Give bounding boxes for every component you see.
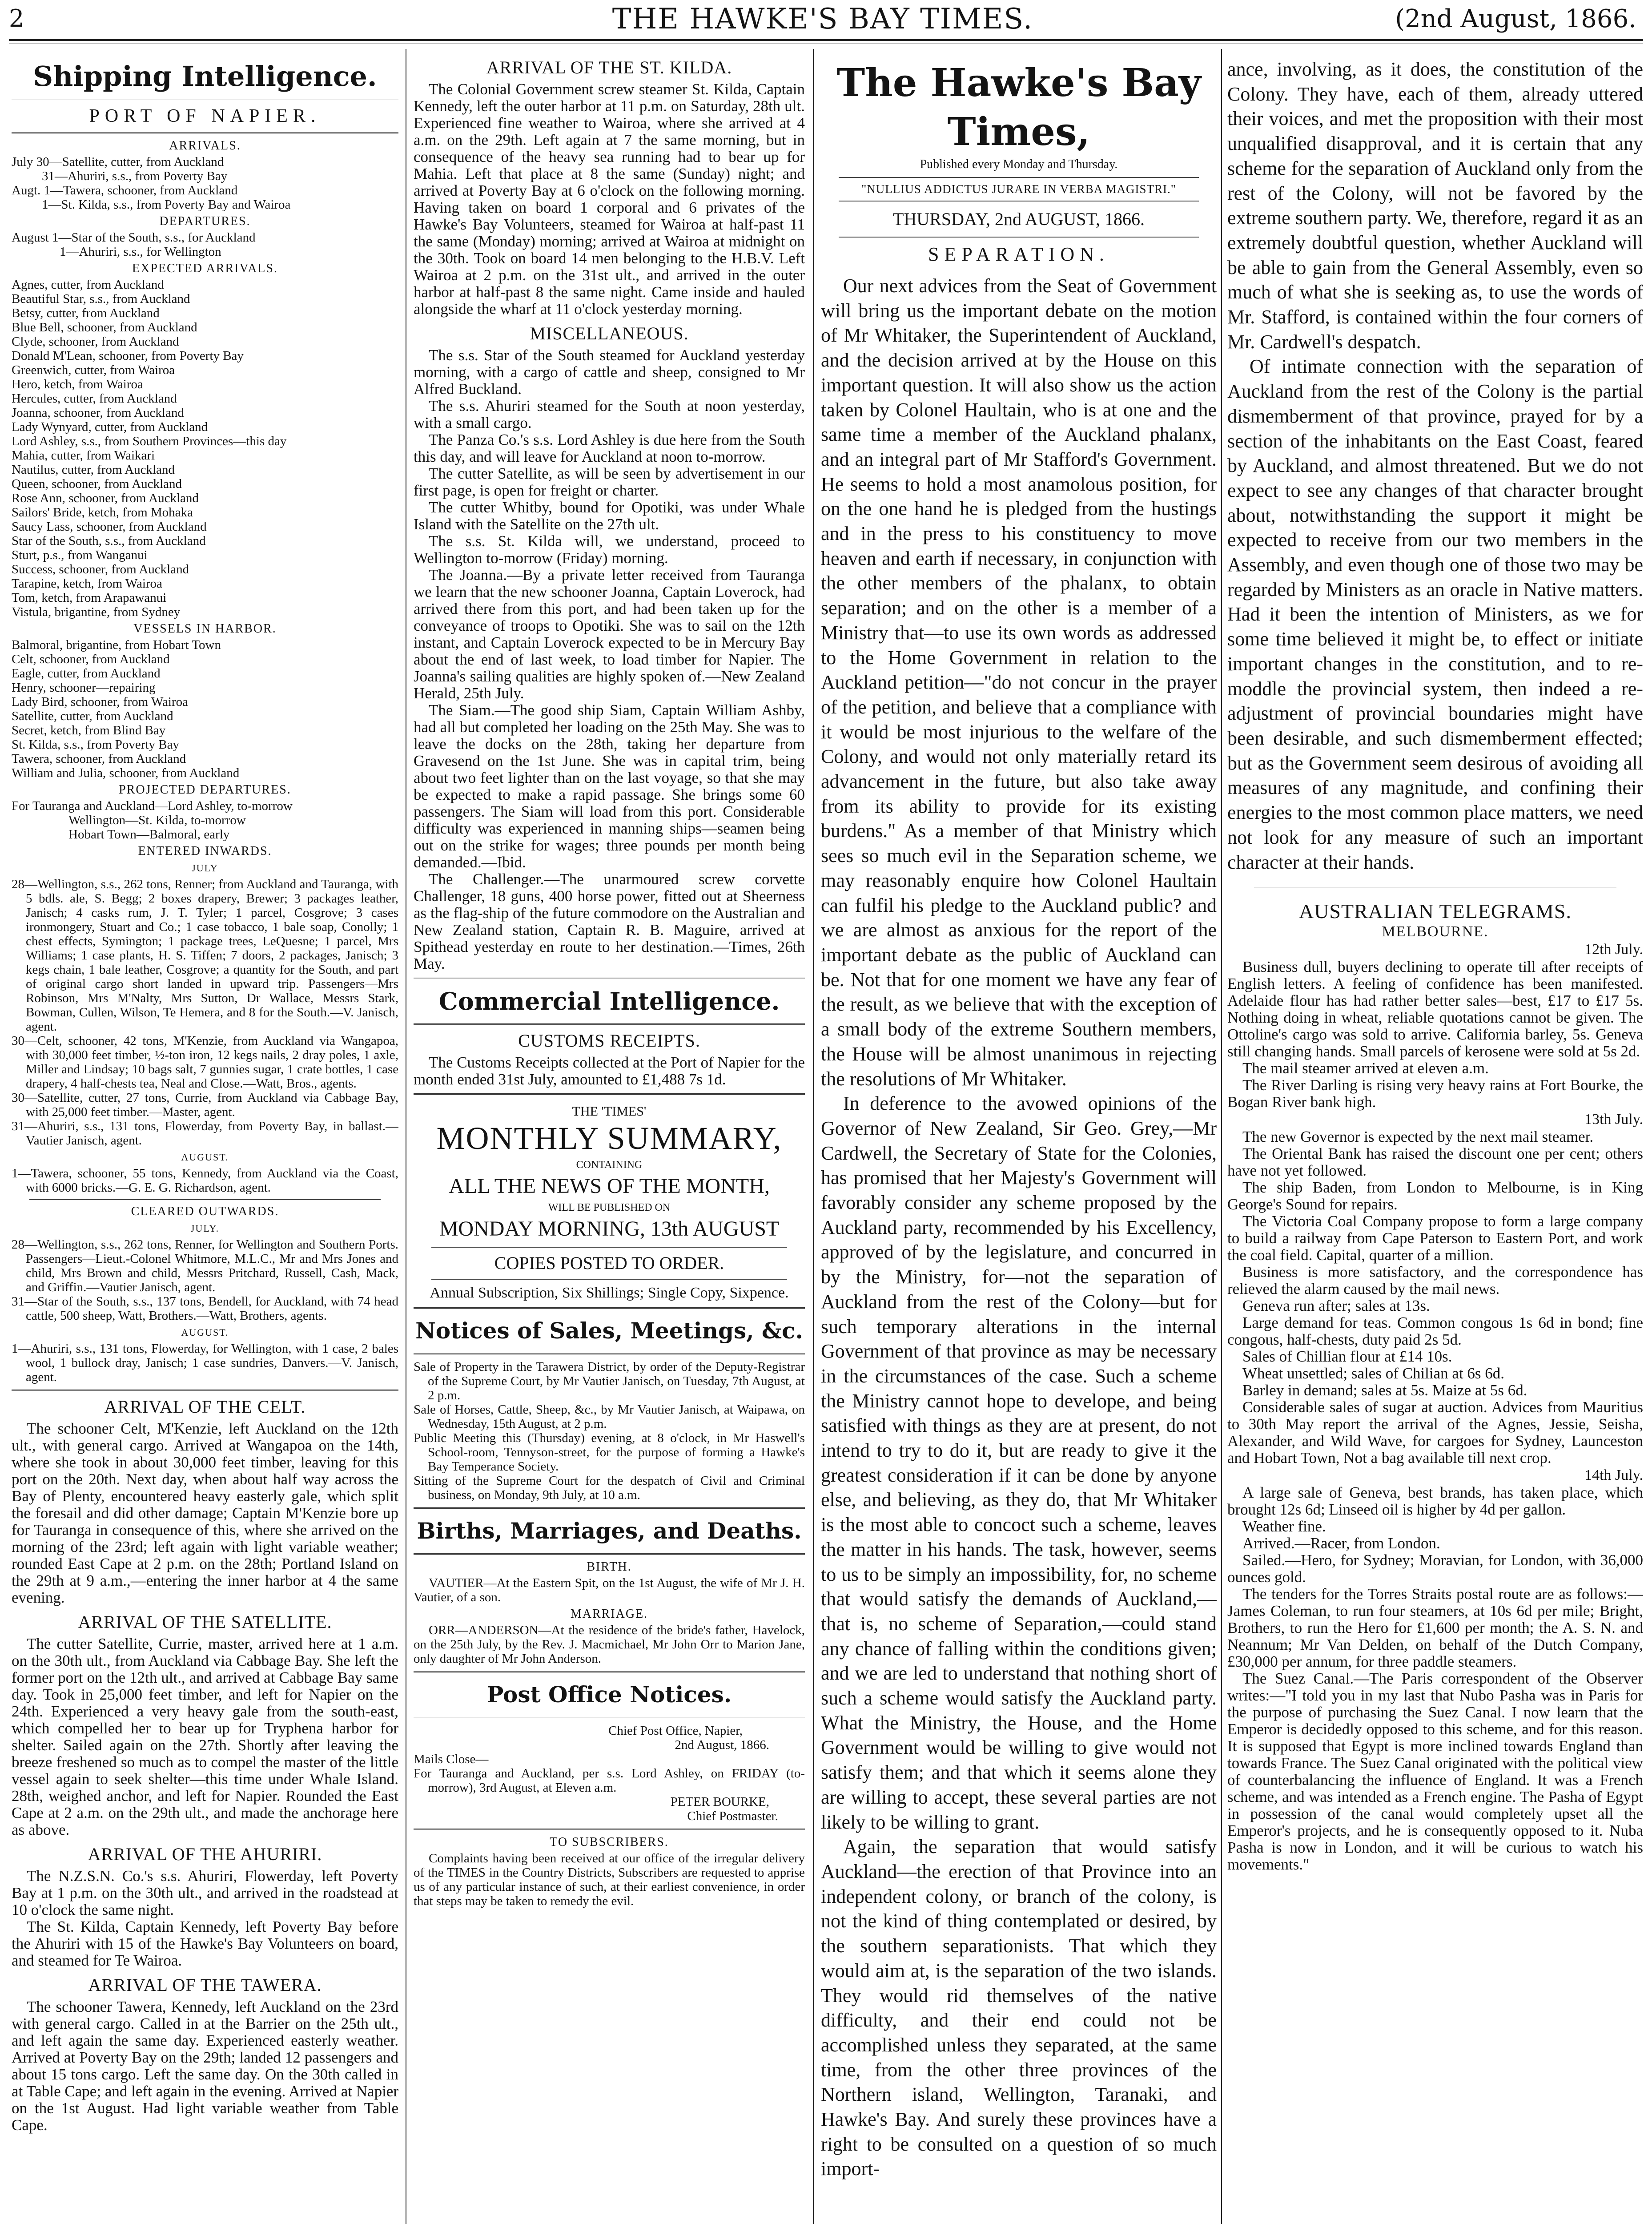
- article-paragraph: The schooner Celt, M'Kenzie, left Auckland on the 12th ult., with general cargo. Arrived at Wangapoa on the 14th, where she took in about 30,000 feet timber, leaving for this port on the 20th. Next day, when about half way across the Bay of Plenty, encountered heavy easterly gale, which split the foresail and did other damage; Captain M'Kenzie bore up for Tauranga in consequence of this, where she arrived on the morning of the 23rd; left again with light variable weather; rounded East Cape at 2 p.m. on the 28th; Portland Island on the 29th at 9 a.m.,—entering the inner harbor at 4 the same evening.: [12, 1420, 398, 1606]
- list-item: For Tauranga and Auckland—Lord Ashley, to-morrow: [12, 799, 293, 813]
- cleared-list: [12, 1237, 398, 1323]
- list-item: Sailed.—Hero, for Sydney; Moravian, for London, with 36,000 ounces gold.: [1227, 1551, 1643, 1586]
- divider: [29, 1199, 381, 1200]
- post-office-address: Chief Post Office, Napier,: [608, 1724, 743, 1738]
- list-item: The River Darling is rising very heavy rains at Fort Bourke, the Bogan River bank high.: [1227, 1076, 1643, 1111]
- column-editorial-continued: [1227, 57, 1643, 2224]
- editorial-paragraph: Of intimate connection with the separation of Auckland from the rest of the Colony is the partial dismemberment of that province, prayed for by a section of the inhabitants on the East Coast, feared by Auckland, and almost threatened. But we do not expect to see any changes of that character brought about, notwithstanding the support it might be expected to receive from our two members in the Assembly, and even though one of those two may be regarded by Ministers as an oracle in Native matters. Had it been the intention of Ministers, as we for some time believed it might be, to effect or initiate important changes in the constitution, and to re-moddle the provincial system, then indeed a re-adjustment of provincial boundaries might have been desirable, and such dismemberment effected; but as the Government seem desirous of avoiding all measures of any magnitude, and confining their energies to the most common place matters, we need not look for any measure of such an important character at their hands.: [1227, 355, 1643, 873]
- customs-heading: CUSTOMS RECEIPTS.: [518, 1031, 700, 1051]
- list-item: William and Julia, schooner, from Auckland: [12, 766, 240, 780]
- list-item: 31—Ahuriri, s.s., 131 tons, Flowerday, from Poverty Bay, in ballast.—Vautier Janisch, agent.: [12, 1119, 398, 1148]
- month-label: JULY.: [190, 1223, 220, 1234]
- publication-schedule: Published every Monday and Thursday.: [920, 157, 1118, 171]
- list-item: 30—Celt, schooner, 42 tons, M'Kenzie, from Auckland via Wangapoa, with 30,000 feet timber, ½-ton iron, 12 kegs nails, 2 dray poles, 1 axle, Miller and Lindsay; 10 bags salt, 7 gunnies sugar, 1 crate bottles, 1 case drapery, 4 half-chests tea, Neal and Close.—Watt, Bros., agents.: [12, 1034, 398, 1091]
- editorial-paragraph: In deference to the avowed opinions of the Governor of New Zealand, Sir Geo. Grey,—Mr Cardwell, the Secretary of State for the Colonies, has promised that her Majesty's Government will favorably consider any scheme proposed by the Auckland party, recommended by his Excellency, approved of by the legislature, and concurred in by the Ministry, for—not the separation of Auckland from the rest of the Colony—but for such temporary alterations in the internal Government of that province as may be necessary in the circumstances of the case. Such a scheme the Ministry cannot hope to develope, and being satisfied with things as they are at present, do not intend to try to do it, but are ready to give it the greatest consideration if it can be done by anyone else, and believing, as they do, that Mr Whitaker is the most able to concoct such a scheme, leaves the matter in his hands. The task, however, seems to us to be simply an impossibility, for, no scheme that would satisfy the demands of Auckland,—that is, no scheme of Separation,—could stand any chance of falling within the conditions given; and we are led to understand that nothing short of such a scheme would satisfy the Auckland party. What the Ministry, the House, and the Home Government would be willing to give would not satisfy them; and that which it seems alone they are willing to accept, these several parties are not likely to be willing to grant.: [821, 1092, 1217, 1833]
- page-number: 2: [9, 4, 24, 32]
- satellite-heading: ARRIVAL OF THE SATELLITE.: [78, 1612, 332, 1632]
- list-item: The ship Baden, from London to Melbourne, is in King George's Sound for repairs.: [1227, 1179, 1643, 1213]
- editorial-paragraph: ance, involving, as it does, the constitution of the Colony. They have, each of them, already uttered their voices, and met the proposition with their most unqualified disapproval, and it is certain that any scheme for the separation of Auckland only from the rest of the Colony, will not be favored by the extreme southern party. We, therefore, regard it as an extremely doubtful question, whether Auckland will be able to gain from the General Assembly, even so much of what she is seeking as, to use the words of Mr. Stafford, is contained within the four corners of Mr. Cardwell's despatch.: [1227, 58, 1643, 353]
- list-item: Agnes, cutter, from Auckland: [12, 278, 164, 292]
- list-item: Henry, schooner—repairing: [12, 681, 156, 695]
- list-item: Vistula, brigantine, from Sydney: [12, 605, 181, 619]
- list-item: Sale of Property in the Tarawera District, by order of the Deputy-Registrar of the Supreme Court, by Mr Vautier Janisch, on Tuesday, 7th August, at 2 p.m.: [414, 1360, 805, 1402]
- list-item: Tarapine, ketch, from Wairoa: [12, 576, 162, 591]
- divider: [414, 1023, 805, 1025]
- article-paragraph: The schooner Tawera, Kennedy, left Auckland on the 23rd with general cargo. Called in at the Barrier on the 25th ult., and left again the same day. Experienced easterly weather. Arrived at Poverty Bay on the 29th; landed 12 passengers and about 15 tons cargo. Left the same day. On the 30th called in at Table Cape; and left again in the evening. Arrived at Napier on the 1st August. Had light variable weather from Table Cape.: [12, 1998, 398, 2134]
- header-rule: [9, 39, 1643, 41]
- list-item: 1—Tawera, schooner, 55 tons, Kennedy, from Auckland via the Coast, with 6000 bricks.—G. E. G. Richardson, agent.: [12, 1166, 398, 1195]
- list-item: Geneva run after; sales at 13s.: [1242, 1297, 1430, 1315]
- editorial-paragraph: Again, the separation that would satisfy Auckland—the erection of that Province into an independent colony, or branch of the colony, is not the kind of thing contemplated or desired, by the southern separationists. That which they would aim at, is the separation of the two islands. They would rid themselves of the native difficulty, and their end could not be accomplished unless they separated, at the same time, from the other three provinces of the Northern island, Wellington, Taranaki, and Hawke's Bay. And surely these provinces have a right to be consulted on a question of so much import-: [821, 1836, 1217, 2180]
- motto: "NULLIUS ADDICTUS JURARE IN VERBA MAGISTRI.": [861, 182, 1176, 196]
- editorial-date: THURSDAY, 2nd AUGUST, 1866.: [892, 209, 1145, 229]
- tawera-heading: ARRIVAL OF THE TAWERA.: [88, 1975, 322, 1995]
- marriage-label: MARRIAGE.: [570, 1607, 648, 1621]
- notices-heading: Notices of Sales, Meetings, &c.: [415, 1317, 803, 1344]
- list-item: Rose Ann, schooner, from Auckland: [12, 491, 199, 505]
- entered-heading: ENTERED INWARDS.: [138, 844, 272, 858]
- entered-list: [12, 877, 398, 1148]
- list-item: Nautilus, cutter, from Auckland: [12, 463, 175, 477]
- cleared-heading: CLEARED OUTWARDS.: [131, 1205, 279, 1218]
- celt-heading: ARRIVAL OF THE CELT.: [104, 1397, 306, 1417]
- telegram-date: 12th July.: [1584, 941, 1643, 958]
- list-item: Secret, ketch, from Blind Bay: [12, 723, 166, 737]
- divider: [839, 237, 1199, 238]
- divider: [431, 1247, 787, 1248]
- list-item: The Joanna.—By a private letter received from Tauranga we learn that the new schooner Joanna, Captain Loverock, had arrived there from this port, and had been taken up for the conveyance of troops to Opotiki. She was to sail on the 12th instant, and Captain Loverock expected to be in Mercury Bay about the end of last week, to load timber for Napier. The Joanna's sailing qualities are highly spoken of.—New Zealand Herald, 25th July.: [414, 566, 805, 702]
- notices-list: [414, 1360, 805, 1502]
- ahuriri-heading: ARRIVAL OF THE AHURIRI.: [88, 1844, 322, 1864]
- column-editorial: [821, 57, 1217, 2224]
- list-item: August 1—Star of the South, s.s., for Auckland: [12, 230, 256, 245]
- list-item: Considerable sales of sugar at auction. Advices from Mauritius to 30th May report the arrival of the Agnes, Jessie, Seisha, Alexander, and Wild Wave, for cargoes for Sydney, Launceston and Hobart Town, Not a bag available till next crop.: [1227, 1398, 1643, 1467]
- list-item: The Victoria Coal Company propose to form a large company to build a railway from Cape Paterson to Eastern Port, and work the coal field. Capital, quarter of a million.: [1227, 1213, 1643, 1264]
- editorial-title: SEPARATION.: [928, 243, 1109, 265]
- expected-heading: EXPECTED ARRIVALS.: [132, 262, 278, 275]
- list-item: Balmoral, brigantine, from Hobart Town: [12, 638, 221, 652]
- notice-item: Complaints having been received at our office of the irregular delivery of the TIMES in the Country Districts, Subscribers are requested to apprise us of any particular instance of such, at their earliest convenience, in order that steps may be taken to remedy the evil.: [414, 1851, 805, 1908]
- birth-label: BIRTH.: [587, 1560, 632, 1574]
- editorial-paragraph: Our next advices from the Seat of Government will bring us the important debate on the motion of Mr Whitaker, the Superintendent of Auckland, and the decision arrived at by the House on this important question. It will also show us the action taken by Colonel Haultain, who is at one and the same time a member of the Auckland phalanx, and an integral part of Mr Stafford's Government. He seems to hold a most anamolous position, for on the one hand he is pledged from the hustings and in the press to his constituency to move heaven and earth if necessary, in conjunction with the other members of the phalanx, to obtain separation; and on the other is a member of a Ministry that—to use its own words as addressed to the Home Government in relation to the Auckland petition—"do not concur in the prayer of the petition, and believe that a compliance with it would be most injurious to the welfare of the Colony, and would not only materially retard its advancement in the future, but also take away from its ability to provide for its existing burdens." As a member of that Ministry which sees so much evil in the Separation scheme, we may reasonably enquire how Colonel Haultain can fulfil his pledge to the Auckland public? and we are almost as anxious for the report of the important debate as the public of Auckland can be. Not that for one moment we have any fear of the result, as we believe that with the exception of a small body of the extreme Southern members, the House will be almost unanimous in rejecting the resolutions of Mr Whitaker.: [821, 275, 1217, 1090]
- mails-close-label: Mails Close—: [414, 1752, 489, 1766]
- list-item: Barley in demand; sales at 5s. Maize at 5s 6d.: [1242, 1382, 1527, 1399]
- list-item: Sitting of the Supreme Court for the despatch of Civil and Criminal business, on Monday, 9th July, at 10 a.m.: [414, 1474, 805, 1502]
- ad-line: MONDAY MORNING, 13th AUGUST: [439, 1217, 780, 1241]
- ad-line: THE 'TIMES': [572, 1104, 647, 1119]
- notice-item: For Tauranga and Auckland, per s.s. Lord Ashley, on FRIDAY (to-morrow), 3rd August, at Eleven a.m.: [414, 1766, 805, 1795]
- list-item: Saucy Lass, schooner, from Auckland: [12, 520, 207, 534]
- divider: [12, 132, 398, 133]
- list-item: Augt. 1—Tawera, schooner, from Auckland: [12, 183, 238, 197]
- page-header: [9, 0, 1636, 35]
- telegrams-heading: AUSTRALIAN TELEGRAMS.: [1298, 900, 1572, 923]
- ad-line: ALL THE NEWS OF THE MONTH,: [449, 1174, 770, 1198]
- column-rule-3: [1221, 49, 1222, 2224]
- telegram-list: [1227, 1128, 1643, 1467]
- divider: [414, 978, 805, 979]
- ad-line: Annual Subscription, Six Shillings; Single Copy, Sixpence.: [430, 1285, 789, 1301]
- list-item: Satellite, cutter, from Auckland: [12, 709, 173, 723]
- list-item: 1—Ahuriri, s.s., 131 tons, Flowerday, for Wellington, with 1 case, 2 bales wool, 1 bullock dray, Janisch; 1 case sundries, Danvers.—V. Janisch, agent.: [12, 1342, 398, 1384]
- divider: [414, 1353, 805, 1354]
- list-item: The cutter Whitby, bound for Opotiki, was under Whale Island with the Satellite on the 27th ult.: [414, 499, 805, 533]
- divider: [414, 1553, 805, 1555]
- list-item: 1—St. Kilda, s.s., from Poverty Bay and Wairoa: [42, 197, 291, 212]
- list-item: Betsy, cutter, from Auckland: [12, 306, 160, 320]
- article-paragraph: The Customs Receipts collected at the Port of Napier for the month ended 31st July, amounted to £1,488 7s 1d.: [414, 1054, 805, 1088]
- list-item: Greenwich, cutter, from Wairoa: [12, 363, 175, 377]
- list-item: 28—Wellington, s.s., 262 tons, Renner; from Auckland and Tauranga, with 5 bdls. ale, S. Begg; 2 boxes drapery, Brewer; 3 packages leather, Janisch; 4 casks rum, J. T. Tyler; 1 parcel, Cosgrove; 3 cases ironmongery, Stuart and Co.; 1 case tobacco, 1 bale soap, Conolly; 1 chest effects, Symington; 1 package trees, LeQuesne; 1 parcel, Mrs Williams; 1 case plants, H. S. Tiffen; 7 doors, 2 packages, Janisch; 3 kegs chain, 1 bale leather, Cosgrove; a quantity for the South, and part of original cargo short landed in upward trip. Passengers—Mrs Robinson, Mrs M'Nalty, Mrs Sutton, Dr Wallace, Messrs Stark, Bowman, Cullen, Wilson, Te Hemera, and 8 for the South.—V. Janisch, agent.: [12, 877, 398, 1034]
- list-item: Business is more satisfactory, and the correspondence has relieved the alarm caused by the mail news.: [1227, 1263, 1643, 1298]
- ad-line: COPIES POSTED TO ORDER.: [494, 1253, 724, 1273]
- list-item: Wheat unsettled; sales of Chilian at 6s 6d.: [1242, 1365, 1505, 1382]
- list-item: The Challenger.—The unarmoured screw corvette Challenger, 18 guns, 400 horse power, fitted out at Sheerness as the flag-ship of the future commodore on the Australian and New Zealand station, Captain R. B. Maguire, arrived at Spithead yesterday en route to her destination.—Times, 26th May.: [414, 870, 805, 972]
- list-item: Public Meeting this (Thursday) evening, at 8 o'clock, in Mr Haswell's School-room, Tennyson-street, for the purpose of forming a Hawke's Bay Temperance Society.: [414, 1431, 805, 1474]
- list-item: The s.s. Star of the South steamed for Auckland yesterday morning, with a cargo of cattle and sheep, consigned to Mr Alfred Buckland.: [414, 346, 805, 398]
- list-item: Weather fine.: [1242, 1518, 1326, 1535]
- vessels-heading: VESSELS IN HARBOR.: [133, 622, 277, 636]
- departures-heading: DEPARTURES.: [159, 214, 251, 228]
- divider: [414, 1671, 805, 1672]
- ad-line: WILL BE PUBLISHED ON: [548, 1202, 671, 1213]
- list-item: The Suez Canal.—The Paris correspondent of the Observer writes:—"I told you in my last that Nubo Pasha was in Paris for the purpose of purchasing the Suez Canal. I now learn that the Emperor is decidedly opposed to this scheme, and for this reason. It is supposed that Egypt is more inclined towards England than towards France. The Suez Canal originated with the political view of counterbalancing the influence of England. It was a French scheme, and was intended as a French engine. The Pasha of Egypt in possession of the canal would completely upset all the Emperor's projects, and he is consequently opposed to it. Nuba Pasha is now in London, and it will be curious to watch his movements.": [1227, 1670, 1643, 1873]
- list-item: Donald M'Lean, schooner, from Poverty Bay: [12, 349, 244, 363]
- post-office-date: 2nd August, 1866.: [675, 1738, 769, 1752]
- list-item: The mail steamer arrived at eleven a.m.: [1242, 1060, 1489, 1077]
- list-item: The tenders for the Torres Straits postal route are as follows:—James Coleman, to run four steamers, at 10s 6d per mile; Bright, Brothers, to run the Hero for £1,600 per month; the A. S. N. and Neannum; Mr Van Delden, on behalf of the Dutch Company, £30,000 per annum, for three paddle steamers.: [1227, 1585, 1643, 1671]
- list-item: Celt, schooner, from Auckland: [12, 652, 170, 666]
- misc-heading: MISCELLANEOUS.: [530, 323, 689, 343]
- month-label: JULY: [192, 862, 218, 874]
- telegram-date: 14th July.: [1584, 1467, 1643, 1484]
- ad-headline: MONTHLY SUMMARY,: [436, 1120, 782, 1156]
- list-item: July 30—Satellite, cutter, from Auckland: [12, 155, 224, 169]
- list-item: The s.s. Ahuriri steamed for the South at noon yesterday, with a small cargo.: [414, 397, 805, 431]
- list-item: Tom, ketch, from Arapawanui: [12, 591, 167, 605]
- list-item: 1—Ahuriri, s.s., for Wellington: [60, 245, 221, 259]
- list-item: 31—Star of the South, s.s., 137 tons, Bendell, for Auckland, with 74 head cattle, 500 sheep, Watt, Brothers.—Watt, Brothers, agents.: [12, 1294, 398, 1323]
- month-label: AUGUST.: [181, 1152, 229, 1163]
- list-item: Mahia, cutter, from Waikari: [12, 448, 155, 463]
- issue-date: (2nd August, 1866.: [1395, 4, 1636, 33]
- subscribers-heading: TO SUBSCRIBERS.: [550, 1835, 669, 1849]
- divider: [1254, 887, 1616, 888]
- port-heading: PORT OF NAPIER.: [89, 106, 321, 126]
- article-paragraph: The N.Z.S.N. Co.'s s.s. Ahuriri, Flowerday, left Poverty Bay at 1 p.m. on the 30th ult., and arrived in the roadstead at 10 o'clock the same night.: [12, 1867, 398, 1918]
- city-heading: MELBOURNE.: [1382, 923, 1489, 940]
- telegram-list: [1227, 1484, 1643, 1873]
- arrivals-heading: ARRIVALS.: [169, 139, 241, 153]
- telegram-list: [1227, 959, 1643, 1111]
- notice-item: VAUTIER—At the Eastern Spit, on the 1st August, the wife of Mr J. H. Vautier, of a son.: [414, 1576, 805, 1604]
- list-item: The new Governor is expected by the next mail steamer.: [1242, 1128, 1594, 1146]
- column-shipping: [12, 57, 398, 2224]
- list-item: 30—Satellite, cutter, 27 tons, Currie, from Auckland via Cabbage Bay, with 25,000 feet timber.—Master, agent.: [12, 1091, 398, 1119]
- list-item: The Siam.—The good ship Siam, Captain William Ashby, had all but completed her loading on the 25th May. She was to leave the docks on the 28th, taking her departure from Gravesend on the 1st June. She was in capital trim, being about two feet lighter than on the last voyage, so that she may be expected to make a rapid passage. She brings some 60 passengers. The Siam will load from this port. Considerable difficulty was experienced in manning ships—seamen being out on the strike for wages; three pounds per month being demanded.—Ibid.: [414, 701, 805, 871]
- list-item: Star of the South, s.s., from Auckland: [12, 534, 206, 548]
- projected-heading: PROJECTED DEPARTURES.: [119, 783, 291, 797]
- article-paragraph: The Colonial Government screw steamer St. Kilda, Captain Kennedy, left the outer harbor at 11 p.m. on Saturday, 28th ult. Experienced fine weather to Wairoa, where she arrived at 4 a.m. on the 29th. Left again at 7 the same morning, but in consequence of the heavy sea running had to bear up for Mahia. Left that place at 8 the same (Sunday) night; and arrived at Poverty Bay at 6 o'clock on the following morning. Having taken on board 1 corporal and 6 privates of the Hawke's Bay Volunteers, steamed for Wairoa at half-past 11 the same (Monday) morning; arrived at Wairoa at midnight on the 30th. Took on board 14 men belonging to the H.B.V. Left Wairoa at 2 p.m. on the 31st ult., and arrived in the outer harbor at half-past 8 the same night. Came inside and hauled alongside the wharf at 11 o'clock yesterday morning.: [414, 81, 805, 318]
- list-item: Clyde, schooner, from Auckland: [12, 334, 179, 349]
- divider: [414, 1307, 805, 1309]
- list-item: Hobart Town—Balmoral, early: [68, 827, 230, 842]
- divider: [12, 99, 398, 100]
- postmaster-title: Chief Postmaster.: [687, 1809, 778, 1823]
- list-item: Sales of Chillian flour at £14 10s.: [1242, 1348, 1452, 1366]
- telegram-date: 13th July.: [1584, 1111, 1643, 1128]
- list-item: Business dull, buyers declining to operate till after receipts of English letters. A feeling of confidence has been manifested. Adelaide flour has had rather better sales—best, £17 to £17 5s. Nothing doing in wheat, reliable quotations cannot be given. The Ottoline's cargo was sold to arrive. California barley, 5s. Geneva still changing hands. Small parcels of kerosene were sold at 5s 2d.: [1227, 958, 1643, 1060]
- list-item: The Panza Co.'s s.s. Lord Ashley is due here from the South this day, and will leave for Auckland at noon to-morrow.: [414, 431, 805, 465]
- month-label: AUGUST.: [181, 1327, 229, 1338]
- list-item: The s.s. St. Kilda will, we understand, proceed to Wellington to-morrow (Friday) morning.: [414, 532, 805, 567]
- list-item: Large demand for teas. Common congous 1s 6d in bond; fine congous, half-chests, duty paid 2s 5d.: [1227, 1314, 1643, 1349]
- divider: [414, 1829, 805, 1830]
- list-item: Arrived.—Racer, from London.: [1242, 1535, 1440, 1552]
- notice-item: ORR—ANDERSON—At the residence of the bride's father, Havelock, on the 25th July, by the Rev. J. Macmichael, Mr John Orr to Marion Jane, only daughter of Mr John Anderson.: [414, 1623, 805, 1666]
- article-paragraph: The cutter Satellite, Currie, master, arrived here at 1 a.m. on the 30th ult., from Auckland via Cabbage Bay. She left the former port on the 12th ult., and arrived at Cabbage Bay same day. Took in 25,000 feet timber, and left for Napier on the 24th. Experienced a very heavy gale from the south-east, which compelled her to bear up for Tryphena harbor for shelter. Sailed again on the 27th. Shortly after leaving the breeze freshened so much as to compel the master of the little vessel again to seek shelter—this time under Whale Island. 28th, weighed anchor, and left for Napier. Rounded the East Cape at 2 a.m. on the 29th ult., and made the anchorage here as above.: [12, 1635, 398, 1838]
- column-rule-2: [813, 49, 814, 2224]
- shipping-heading: Shipping Intelligence.: [33, 60, 377, 93]
- divider: [414, 1093, 805, 1095]
- list-item: Tawera, schooner, from Auckland: [12, 752, 186, 766]
- list-item: Success, schooner, from Auckland: [12, 562, 189, 576]
- commercial-heading: Commercial Intelligence.: [438, 987, 780, 1015]
- list-item: Lady Bird, schooner, from Wairoa: [12, 695, 189, 709]
- list-item: A large sale of Geneva, best brands, has taken place, which brought 12s 6d; Linseed oil is higher by 4d per gallon.: [1227, 1484, 1643, 1519]
- list-item: Joanna, schooner, from Auckland: [12, 406, 184, 420]
- list-item: Sale of Horses, Cattle, Sheep, &c., by Mr Vautier Janisch, at Waipawa, on Wednesday, 15th August, at 2 p.m.: [414, 1402, 805, 1431]
- list-item: Queen, schooner, from Auckland: [12, 477, 182, 491]
- divider: [12, 1390, 398, 1391]
- list-item: Sturt, p.s., from Wanganui: [12, 548, 148, 562]
- bmd-heading: Births, Marriages, and Deaths.: [417, 1518, 802, 1544]
- list-item: Eagle, cutter, from Auckland: [12, 666, 161, 681]
- divider: [414, 1717, 805, 1718]
- list-item: Sailors' Bride, ketch, from Mohaka: [12, 505, 193, 520]
- article-paragraph: The St. Kilda, Captain Kennedy, left Poverty Bay before the Ahuriri with 15 of the Hawke's Bay Volunteers on board, and steamed for Te Wairoa.: [12, 1918, 398, 1969]
- masthead: The Hawke's Bay Times,: [836, 60, 1201, 154]
- vessels-list: [12, 638, 398, 780]
- list-item: Lord Ashley, s.s., from Southern Provinces—this day: [12, 434, 287, 448]
- list-item: Blue Bell, schooner, from Auckland: [12, 320, 197, 334]
- list-item: Wellington—St. Kilda, to-morrow: [68, 813, 246, 827]
- list-item: The cutter Satellite, as will be seen by advertisement in our first page, is open for freight or charter.: [414, 465, 805, 499]
- divider: [414, 1507, 805, 1509]
- misc-list: [414, 347, 805, 972]
- divider: [431, 1279, 787, 1280]
- list-item: Beautiful Star, s.s., from Auckland: [12, 292, 190, 306]
- list-item: Lady Wynyard, cutter, from Auckland: [12, 420, 208, 434]
- stkilda-heading: ARRIVAL OF THE ST. KILDA.: [486, 57, 732, 77]
- column-shipping-continued: [414, 57, 805, 2224]
- list-item: St. Kilda, s.s., from Poverty Bay: [12, 737, 179, 752]
- expected-list: [12, 278, 398, 619]
- list-item: 28—Wellington, s.s., 262 tons, Renner, for Wellington and Southern Ports. Passengers—Lieut.-Colonel Whitmore, M.L.C., Mr and Mrs Jones and child, Mrs Brown and child, Messrs Pritchard, Russell, Cash, Mack, and Griffin.—Vautier Janisch, agent.: [12, 1237, 398, 1294]
- list-item: 31—Ahuriri, s.s., from Poverty Bay: [42, 169, 228, 183]
- list-item: Hero, ketch, from Wairoa: [12, 377, 143, 391]
- postmaster-name: PETER BOURKE,: [670, 1795, 769, 1809]
- list-item: Hercules, cutter, from Auckland: [12, 391, 177, 406]
- post-office-heading: Post Office Notices.: [486, 1681, 732, 1708]
- newspaper-title: THE HAWKE'S BAY TIMES.: [612, 3, 1033, 36]
- list-item: The Oriental Bank has raised the discount one per cent; others have not yet followed.: [1227, 1145, 1643, 1180]
- divider: [839, 177, 1199, 178]
- ad-line: CONTAINING: [576, 1159, 643, 1171]
